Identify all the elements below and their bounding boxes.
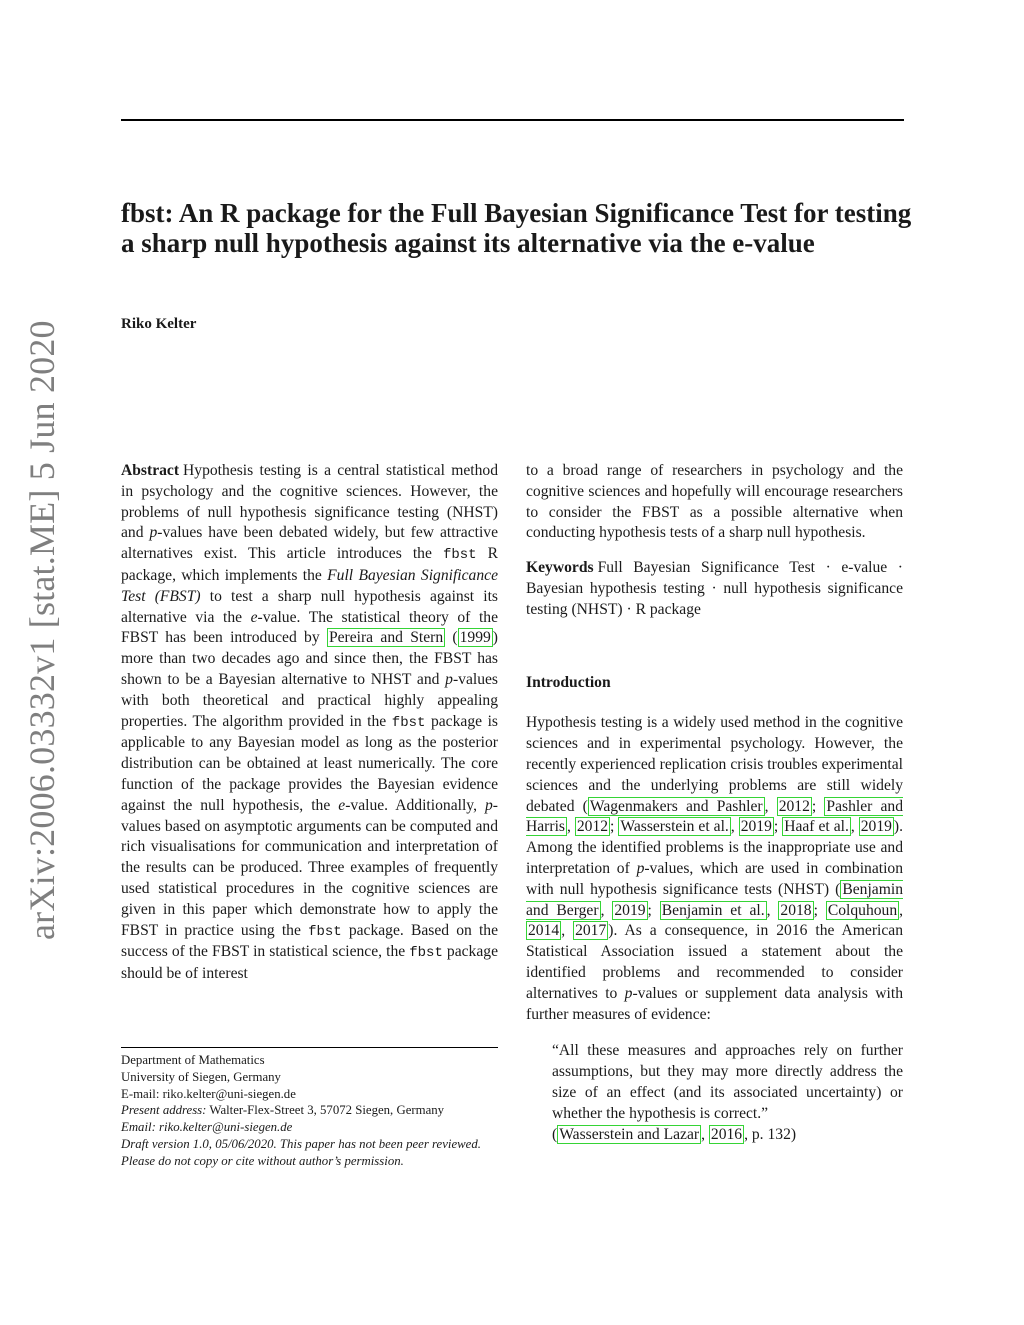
author-name: Riko Kelter xyxy=(121,316,197,332)
citation-link[interactable]: Colquhoun xyxy=(827,901,898,919)
introduction-paragraph: Hypothesis testing is a widely used method in the cognitive sciences and in experimental psychology. However, the recently experienced replication crisis troubles experimental sciences and the underlying problems are still widely debated ( Wagenmakers and Pashler , 2012 ; Pashler and Harris , 2012 ; Wasserstein et al. , 2019 ; Haaf et al. , 2019 ). Among the identified problems is the inappropriate use and interpretation of p-values, which are used in combination with null hypothesis significance tests (NHST) ( Benjamin and Berger , 2019 ; Benjamin et al. , 2018 ; Colquhoun , 2014 , 2017 ). As a consequence, in 2016 the American Statistical Association issued a statement about the identified problems and recommended to consider alternatives to p-values or supplement data analysis with further measures of evidence: xyxy=(526,714,904,1023)
keywords xyxy=(526,558,903,620)
footnote-university: University of Siegen, Germany xyxy=(121,1069,281,1084)
abstract-continued: to a broad range of researchers in psychology and the cognitive sciences and hopefully will encourage researchers to consider the FBST as a possible alternative when conducting hypothesis tests of a sharp null hypothesis. xyxy=(526,462,903,542)
package-name: fbst xyxy=(391,714,426,731)
citation-link[interactable]: Pashler and Harris xyxy=(526,797,904,836)
citation-link[interactable]: 2012 xyxy=(778,797,810,815)
citation-link[interactable]: Wasserstein et al. xyxy=(620,818,729,836)
abstract-label: Abstract xyxy=(121,462,180,479)
keywords-label: Keywords xyxy=(526,559,594,577)
header-rule xyxy=(121,119,904,121)
footnote-rule xyxy=(121,1047,498,1048)
package-name: fbst xyxy=(409,945,443,962)
abstract-column xyxy=(121,461,498,985)
footnote-email: E-mail: riko.kelter@uni-siegen.de xyxy=(121,1086,296,1101)
footnote-email-alt: Email: riko.kelter@uni-siegen.de xyxy=(121,1120,293,1135)
package-name: fbst xyxy=(442,547,477,564)
citation-link[interactable]: Pereira and Stern xyxy=(328,629,444,647)
paper-title: fbst: An R package for the Full Bayesian Significance Test for testing a sharp null hypothesis against its alternative via the e-value xyxy=(121,198,912,258)
citation-link[interactable]: 2019 xyxy=(860,818,892,836)
footnote-address: Present address: Walter-Flex-Street 3, 57072 Siegen, Germany xyxy=(121,1103,445,1118)
citation-link[interactable]: 2019 xyxy=(740,818,772,836)
citation-link[interactable]: Benjamin and Berger xyxy=(526,880,903,919)
package-name: fbst xyxy=(308,923,342,940)
citation-link[interactable]: 2012 xyxy=(576,818,609,836)
citation-link[interactable]: 2014 xyxy=(528,922,560,940)
section-heading-introduction: Introduction xyxy=(526,673,611,691)
citation-link[interactable]: Wasserstein and Lazar xyxy=(559,1125,700,1143)
footnote-draft-note: Draft version 1.0, 05/06/2020. This paper has not been peer reviewed. Please do not copy or cite without author’s permission. xyxy=(121,1136,481,1168)
keywords-text: Full Bayesian Significance Test · e-value · Bayesian hypothesis testing · null hypothesis significance testing (NHST) · R package xyxy=(526,559,903,618)
citation-link[interactable]: 2018 xyxy=(780,901,812,919)
arxiv-identifier[interactable]: arXiv:2006.03332v1 [stat.ME] 5 Jun 2020 xyxy=(22,320,62,940)
right-column xyxy=(526,461,903,1145)
citation-link[interactable]: Haaf et al. xyxy=(784,818,849,836)
footnote-department: Department of Mathematics xyxy=(121,1053,265,1067)
citation-link[interactable]: 1999 xyxy=(459,629,491,647)
abstract: Abstract Hypothesis testing is a central statistical method in psychology and the cognitive sciences. However, the problems of null hypothesis significance testing (NHST) and p-values have been debated widely, but few attractive alternatives exist. This article introduces the fbst R package, which implements the Full Bayesian Significance Test (FBST) to test a sharp null hypothesis against its alternative via the e-value. The statistical theory of the FBST has been introduced by Pereira and Stern ( 1999 ) more than two decades ago and since then, the FBST has shown to be a Bayesian alternative to NHST and p-values with both theoretical and practical highly appealing properties. The algorithm provided in the fbst package is applicable to any Bayesian model as long as the posterior distribution can be obtained at least numerically. The core function of the package provides the Bayesian evidence against the null hypothesis, the e-value. Additionally, p-values based on asymptotic arguments can be computed and rich visualisations for communication and interpretation of the results can be produced. Three examples of frequently used statistical procedures in the cognitive sciences are given in this paper which demonstrate how to apply the FBST in practice using the fbst package. Based on the success of the FBST in statistical science, the fbst package should be of interest xyxy=(121,462,499,983)
block-quote: “All these measures and approaches rely on further assumptions, but they may more directly address the size of an effect (and its associated uncertainty) or whether the hypothesis is correct.” ( Wasserstein and Lazar , 2016 , p. 132) xyxy=(552,1042,903,1143)
citation-link[interactable]: Wagenmakers and Pashler xyxy=(589,797,763,815)
citation-link[interactable]: Benjamin et al. xyxy=(661,901,765,919)
citation-link[interactable]: 2017 xyxy=(575,922,607,940)
footnote xyxy=(121,1052,498,1170)
quote-text: “All these measures and approaches rely on further assumptions, but they may more directly address the size of an effect (and its associated uncertainty) or whether the hypothesis is correct.” xyxy=(552,1042,903,1122)
citation-link[interactable]: 2016 xyxy=(710,1125,743,1143)
citation-link[interactable]: 2019 xyxy=(614,901,646,919)
